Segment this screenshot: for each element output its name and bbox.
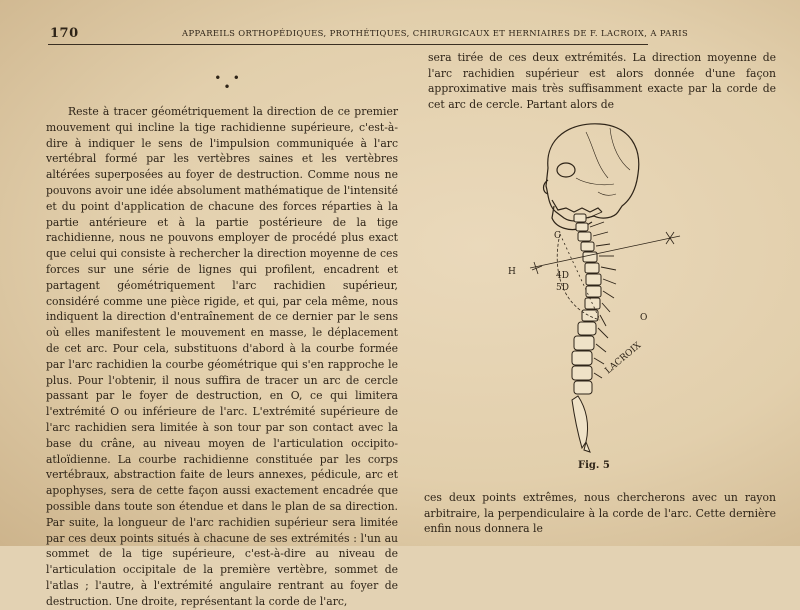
label-o: O	[640, 313, 648, 323]
label-maker: LACROIX	[603, 340, 644, 377]
page-header	[0, 26, 800, 42]
label-h: H	[508, 267, 516, 277]
skull-illustration	[544, 124, 639, 230]
label-4d: 4D	[556, 271, 569, 281]
running-title: APPAREILS ORTHOPÉDIQUES, PROTHÉTIQUES, CHIRURGICAUX ET HERNIAIRES DE F. LACROIX, A PARIS	[182, 28, 689, 38]
right-column-top	[428, 50, 776, 112]
left-paragraph: Reste à tracer géométriquement la direction de ce premier mouvement qui incline la tige rachidienne supérieure, c'est-à-dire à indiquer le sens de l'impulsion communiquée à l'arc vertébral formé par les vertèbres saines et les vertèbres altérées superposées au foyer de destruction. Comme nous ne pouvons avoir une idée absolument mathématique de l'intensité et du point d'application de chacune des forces réparties à la partie antérieure et à la partie postérieure de la tige rachidienne, nous ne pouvons employer de procédé plus exact que celui qui consiste à rechercher la direction moyenne de ces forces sur une série de lignes qui profilent, encadrent et partagent géométriquement l'arc rachidien supérieur, considéré comme une pièce rigide, et qui, par cela même, nous indiquent la direction d'entraînement de ce dernier par le sens où elles manifestent le mouvement en masse, le déplacement de cet arc. Pour cela, substituons d'abord à la courbe formée par l'arc rachidien la courbe géométrique qui s'en rapproche le plus. Pour l'obtenir, il nous suffira de tracer un arc de cercle passant par le foyer de destruction, en O, ce qui limitera l'extrémité O ou inférieure de l'arc. L'extrémité supérieure de l'arc rachidien sera limitée à son tour par son contact avec la base du crâne, au niveau moyen de l'articulation occipito-atloïdienne. La courbe rachidienne constituée par les corps vertébraux, abstraction faite de leurs annexes, pédicule, arc et apophyses, sera de cette façon aussi exactement encadrée que possible dans toute son étendue et dans le plan de sa direction. Par suite, la longueur de l'arc rachidien supérieur sera limitée par ces deux points situés à chacune de ses extrémités : l'un au sommet de la tige supérieure, c'est-à-dire au niveau de l'articulation occipitale de la première vertèbre, sommet de l'atlas ; l'autre, à l'extrémité angulaire rentrant au foyer de destruction. Une droite, représentant la corde de l'arc,	[46, 105, 398, 608]
right-top-paragraph: sera tirée de ces deux extrémités. La direction moyenne de l'arc rachidien supérieur est alors donnée d'une façon approximative mais très suffisamment exacte par la corde de cet arc de cercle. Partant alors de	[428, 51, 776, 111]
page-number: 170	[50, 26, 79, 41]
label-c: C	[554, 231, 561, 241]
section-ornament: • • •	[214, 71, 240, 94]
figure-caption: Fig. 5	[578, 460, 610, 471]
right-bottom-paragraph: ces deux points extrêmes, nous chercherons avec un rayon arbitraire, la perpendiculaire à la corde de l'arc. Cette dernière enfin nous donnera le	[424, 491, 776, 536]
spine-illustration	[572, 214, 601, 452]
label-5d: 5D	[556, 283, 569, 293]
left-column	[46, 104, 398, 610]
header-rule	[48, 44, 648, 45]
spine-figure	[490, 108, 710, 458]
right-column-bottom	[424, 490, 776, 537]
